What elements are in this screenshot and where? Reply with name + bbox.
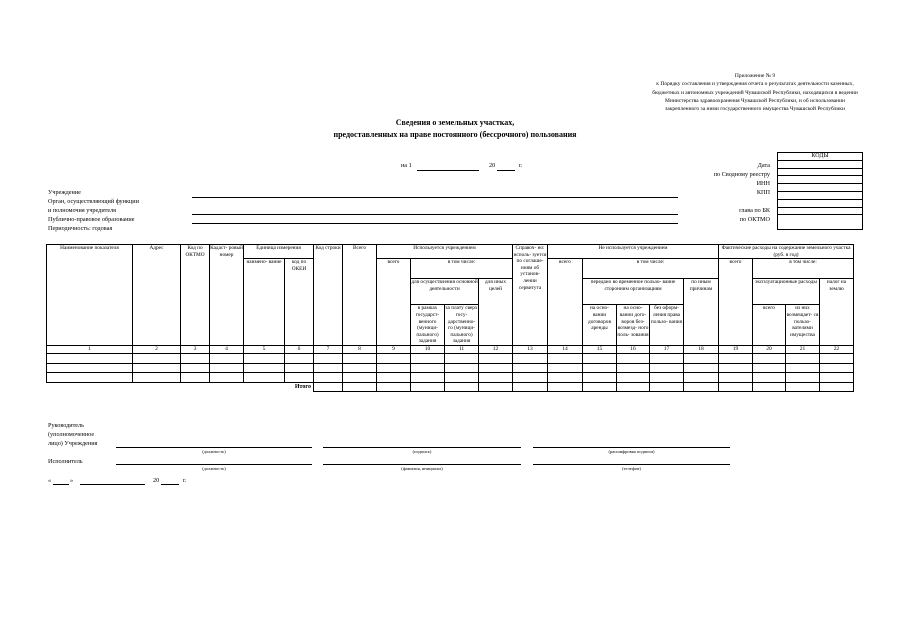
table-cell[interactable] (479, 373, 513, 383)
table-cell[interactable] (617, 363, 650, 373)
code-inn[interactable] (778, 176, 863, 184)
label-head-1: Руководитель (48, 422, 84, 429)
th-nu-total: всего (548, 259, 583, 346)
label-organ-1: Орган, осуществляющий функции (48, 198, 139, 205)
th-loan: на осно- вании дого- воров без- возмезд- ного поль- зования (617, 305, 650, 346)
th-used-total: всего (377, 259, 411, 346)
appendix-line: к Порядку составления и утверждения отчета о результатах деятельности казенных, (656, 81, 854, 88)
land-plots-table (46, 244, 854, 392)
head-signature-field[interactable] (323, 447, 521, 448)
code-kpp[interactable] (778, 184, 863, 192)
table-cell[interactable] (617, 354, 650, 364)
th-exp-total: всего (719, 259, 753, 346)
th-cadastral: Кадаст- ровый номер (210, 245, 244, 346)
sign-year-suffix: г. (183, 477, 187, 484)
th-nu-incl: в том числе: (583, 259, 719, 279)
column-number: 14 (548, 346, 583, 354)
head-position-field[interactable] (116, 447, 312, 448)
table-cell[interactable] (285, 373, 314, 383)
date-quote-close: » (70, 477, 74, 484)
title-line-2: предоставленных на праве постоянного (бессрочного) пользования (333, 130, 577, 139)
table-cell[interactable] (479, 363, 513, 373)
column-number: 12 (479, 346, 513, 354)
caption-fio: (фамилия, инициалы) (401, 466, 443, 471)
executor-phone-field[interactable] (533, 464, 730, 465)
th-main-activity: для осуществления основной деятельности (411, 279, 479, 305)
code-bk[interactable] (778, 199, 863, 207)
th-code: Код строки (314, 245, 343, 346)
table-cell[interactable] (445, 363, 479, 373)
column-number: 7 (314, 346, 343, 354)
label-institution: Учреждение (48, 189, 81, 196)
column-number: 22 (820, 346, 854, 354)
th-transferred: передано во временное пользо- вание сторонним организациям (583, 279, 684, 305)
column-number: 10 (411, 346, 445, 354)
title-line-1: Сведения о земельных участках, (395, 118, 515, 127)
total-cell[interactable] (820, 382, 854, 392)
label-registry: по Сводному реестру (713, 171, 770, 178)
column-number: 21 (786, 346, 820, 354)
th-state-task: в рамках государст- венного (муници- пального) задания (411, 305, 445, 346)
label-legal-form: Публично-правовое образование (48, 216, 135, 223)
table-cell[interactable] (650, 363, 684, 373)
total-cell[interactable] (753, 382, 786, 392)
table-cell[interactable] (548, 373, 583, 383)
sign-year-prefix: 20 (153, 477, 160, 484)
appendix-line: Приложение № 9 (734, 73, 776, 79)
table-cell[interactable] (377, 373, 411, 383)
appendix-line: закрепленного за ними государственного имущества Чувашской Республики (665, 106, 845, 113)
total-cell[interactable] (719, 382, 753, 392)
total-cell[interactable] (314, 382, 343, 392)
label-organ-2: и полномочия учредителя (48, 207, 117, 214)
column-number: 6 (285, 346, 314, 354)
table-cell[interactable] (133, 363, 181, 373)
table-cell[interactable] (411, 363, 445, 373)
table-cell[interactable] (753, 354, 786, 364)
th-expenses: Фактические расходы на содержание земельного участка (руб. в год) (719, 245, 854, 259)
table-cell[interactable] (181, 363, 210, 373)
table-cell[interactable] (343, 363, 377, 373)
column-number: 13 (513, 346, 548, 354)
code-empty[interactable] (778, 191, 863, 199)
table-cell[interactable] (786, 363, 820, 373)
table-cell[interactable] (343, 354, 377, 364)
table-cell[interactable] (650, 373, 684, 383)
table-cell[interactable] (377, 354, 411, 364)
total-cell[interactable] (617, 382, 650, 392)
table-cell[interactable] (210, 363, 244, 373)
legal-form-field[interactable] (192, 223, 678, 224)
total-cell[interactable] (684, 382, 719, 392)
total-label: Итого (294, 384, 311, 390)
table-cell[interactable] (513, 363, 548, 373)
total-cell[interactable] (513, 382, 548, 392)
th-other-reasons: по иным причинам (684, 279, 719, 346)
table-row (47, 354, 854, 364)
column-number: 3 (181, 346, 210, 354)
code-registry[interactable] (778, 168, 863, 176)
date-year-field[interactable] (497, 170, 515, 171)
th-exploit: эксплуатационные расходы (753, 279, 820, 305)
date-year-prefix: 20 (489, 162, 496, 169)
table-cell[interactable] (786, 373, 820, 383)
code-date[interactable] (778, 160, 863, 168)
th-lease: на осно- вании договоров аренды (583, 305, 617, 346)
column-number: 11 (445, 346, 479, 354)
table-cell[interactable] (650, 354, 684, 364)
table-cell[interactable] (548, 363, 583, 373)
label-head-3: лицо) Учреждения (48, 440, 98, 447)
column-number: 2 (133, 346, 181, 354)
table-cell[interactable] (753, 363, 786, 373)
table-cell[interactable] (47, 354, 133, 364)
column-number: 5 (244, 346, 285, 354)
total-cell[interactable] (377, 382, 411, 392)
table-cell[interactable] (513, 354, 548, 364)
table-cell[interactable] (285, 354, 314, 364)
table-cell[interactable] (753, 373, 786, 383)
sign-day-field[interactable] (53, 484, 69, 485)
total-cell[interactable] (548, 382, 583, 392)
table-cell[interactable] (181, 354, 210, 364)
th-unit: Единица измерения (244, 245, 314, 259)
table-cell[interactable] (820, 354, 854, 364)
column-number: 9 (377, 346, 411, 354)
label-date: Дата (757, 162, 770, 169)
table-cell[interactable] (719, 354, 753, 364)
label-executor: Исполнитель (48, 458, 83, 465)
code-oktmo[interactable] (778, 207, 863, 215)
th-used: Используется учреждением (377, 245, 513, 259)
codes-header: КОДЫ (778, 153, 863, 161)
appendix-line: бюджетных и автономных учреждений Чувашской Республики, находящихся в ведении (652, 89, 858, 96)
column-number: 18 (684, 346, 719, 354)
table-cell[interactable] (719, 373, 753, 383)
table-cell[interactable] (684, 373, 719, 383)
table-cell[interactable] (617, 373, 650, 383)
column-number: 19 (719, 346, 753, 354)
table-row (47, 373, 854, 383)
label-bk: глава по БК (739, 207, 770, 214)
caption-phone: (телефон) (622, 466, 641, 471)
th-oktmo: Код по ОКТМО (181, 245, 210, 346)
table-cell[interactable] (285, 363, 314, 373)
total-cell[interactable] (583, 382, 617, 392)
table-cell[interactable] (820, 373, 854, 383)
date-quote-open: « (48, 477, 52, 484)
table-cell[interactable] (684, 354, 719, 364)
table-cell[interactable] (244, 363, 285, 373)
table-row (47, 363, 854, 373)
total-row (47, 382, 854, 392)
label-periodicity: Периодичность: годовая (48, 225, 113, 232)
table-cell[interactable] (181, 373, 210, 383)
table-cell[interactable] (719, 363, 753, 373)
codes-table (777, 152, 863, 230)
th-ref: Справоч- но: исполь- зуется по соглаше- ниям об установ- лении сервитута (513, 245, 548, 346)
th-exp-incl: в том числе: (753, 259, 854, 279)
organ-field[interactable] (192, 214, 678, 215)
table-cell[interactable] (479, 354, 513, 364)
table-cell[interactable] (583, 363, 617, 373)
date-day-month-field[interactable] (417, 170, 479, 171)
table-cell[interactable] (47, 373, 133, 383)
date-suffix: г. (519, 162, 523, 169)
th-other-purposes: для иных целей (479, 279, 513, 346)
label-oktmo: по ОКТМО (739, 216, 770, 223)
table-cell[interactable] (210, 354, 244, 364)
label-kpp: КПП (756, 189, 770, 196)
column-numbers-row (47, 346, 854, 354)
table-cell[interactable] (47, 363, 133, 373)
th-reimb: из них возмещает- ся пользо- вателями имущества (786, 305, 820, 346)
table-cell[interactable] (820, 363, 854, 373)
th-unit-name: наимено- вание (244, 259, 285, 346)
th-used-incl: в том числе: (411, 259, 513, 279)
table-cell[interactable] (314, 354, 343, 364)
code-periodicity[interactable] (778, 215, 863, 230)
table-cell[interactable] (210, 373, 244, 383)
table-cell[interactable] (583, 373, 617, 383)
table-cell[interactable] (548, 354, 583, 364)
table-cell[interactable] (445, 373, 479, 383)
sign-month-field[interactable] (80, 484, 145, 485)
column-number: 17 (650, 346, 684, 354)
caption-signature: (подпись) (412, 449, 432, 454)
table-cell[interactable] (133, 354, 181, 364)
th-address: Адрес (133, 245, 181, 346)
appendix-line: Министерства здравоохранения Чувашской Республики, и об использовании (665, 97, 845, 104)
head-decoding-field[interactable] (533, 447, 730, 448)
appendix-note (620, 72, 890, 113)
total-cell[interactable] (786, 382, 820, 392)
th-total: Всего (343, 245, 377, 346)
column-number: 20 (753, 346, 786, 354)
table-cell[interactable] (133, 373, 181, 383)
column-number: 1 (47, 346, 133, 354)
th-notused: Не используется учреждением (548, 245, 719, 259)
total-cell[interactable] (445, 382, 479, 392)
th-name: Наименование показателя (47, 245, 133, 346)
table-cell[interactable] (377, 363, 411, 373)
total-cell[interactable] (479, 382, 513, 392)
column-number: 16 (617, 346, 650, 354)
label-head-2: (уполномоченное (48, 431, 95, 438)
table-cell[interactable] (513, 373, 548, 383)
table-cell[interactable] (411, 373, 445, 383)
table-cell[interactable] (411, 354, 445, 364)
column-number: 15 (583, 346, 617, 354)
institution-field[interactable] (192, 197, 678, 198)
table-cell[interactable] (244, 354, 285, 364)
th-unit-okei: код по ОКЕИ (285, 259, 314, 346)
executor-fio-field[interactable] (323, 464, 521, 465)
caption-decoding: (расшифровка подписи) (608, 449, 655, 454)
sign-year-field[interactable] (161, 484, 179, 485)
table-cell[interactable] (445, 354, 479, 364)
th-paid: за плату сверх госу- дарственно- го (муници- пального) задания (445, 305, 478, 345)
table-cell[interactable] (786, 354, 820, 364)
th-noform: без оформ- ления права пользо- вания (650, 305, 684, 346)
total-cell[interactable] (650, 382, 684, 392)
th-exploit-total: всего (753, 305, 786, 346)
caption-position-2: (должность) (202, 466, 226, 471)
table-cell[interactable] (314, 363, 343, 373)
table-cell[interactable] (244, 373, 285, 383)
table-cell[interactable] (314, 373, 343, 383)
total-cell[interactable] (343, 382, 377, 392)
caption-position: (должность) (202, 449, 226, 454)
table-cell[interactable] (343, 373, 377, 383)
total-cell[interactable] (411, 382, 445, 392)
executor-position-field[interactable] (116, 464, 312, 465)
table-cell[interactable] (684, 363, 719, 373)
label-inn: ИНН (756, 180, 770, 187)
table-cell[interactable] (583, 354, 617, 364)
column-number: 4 (210, 346, 244, 354)
column-number: 8 (343, 346, 377, 354)
th-tax: налог на землю (820, 279, 854, 346)
date-prefix: на 1 (401, 162, 412, 169)
